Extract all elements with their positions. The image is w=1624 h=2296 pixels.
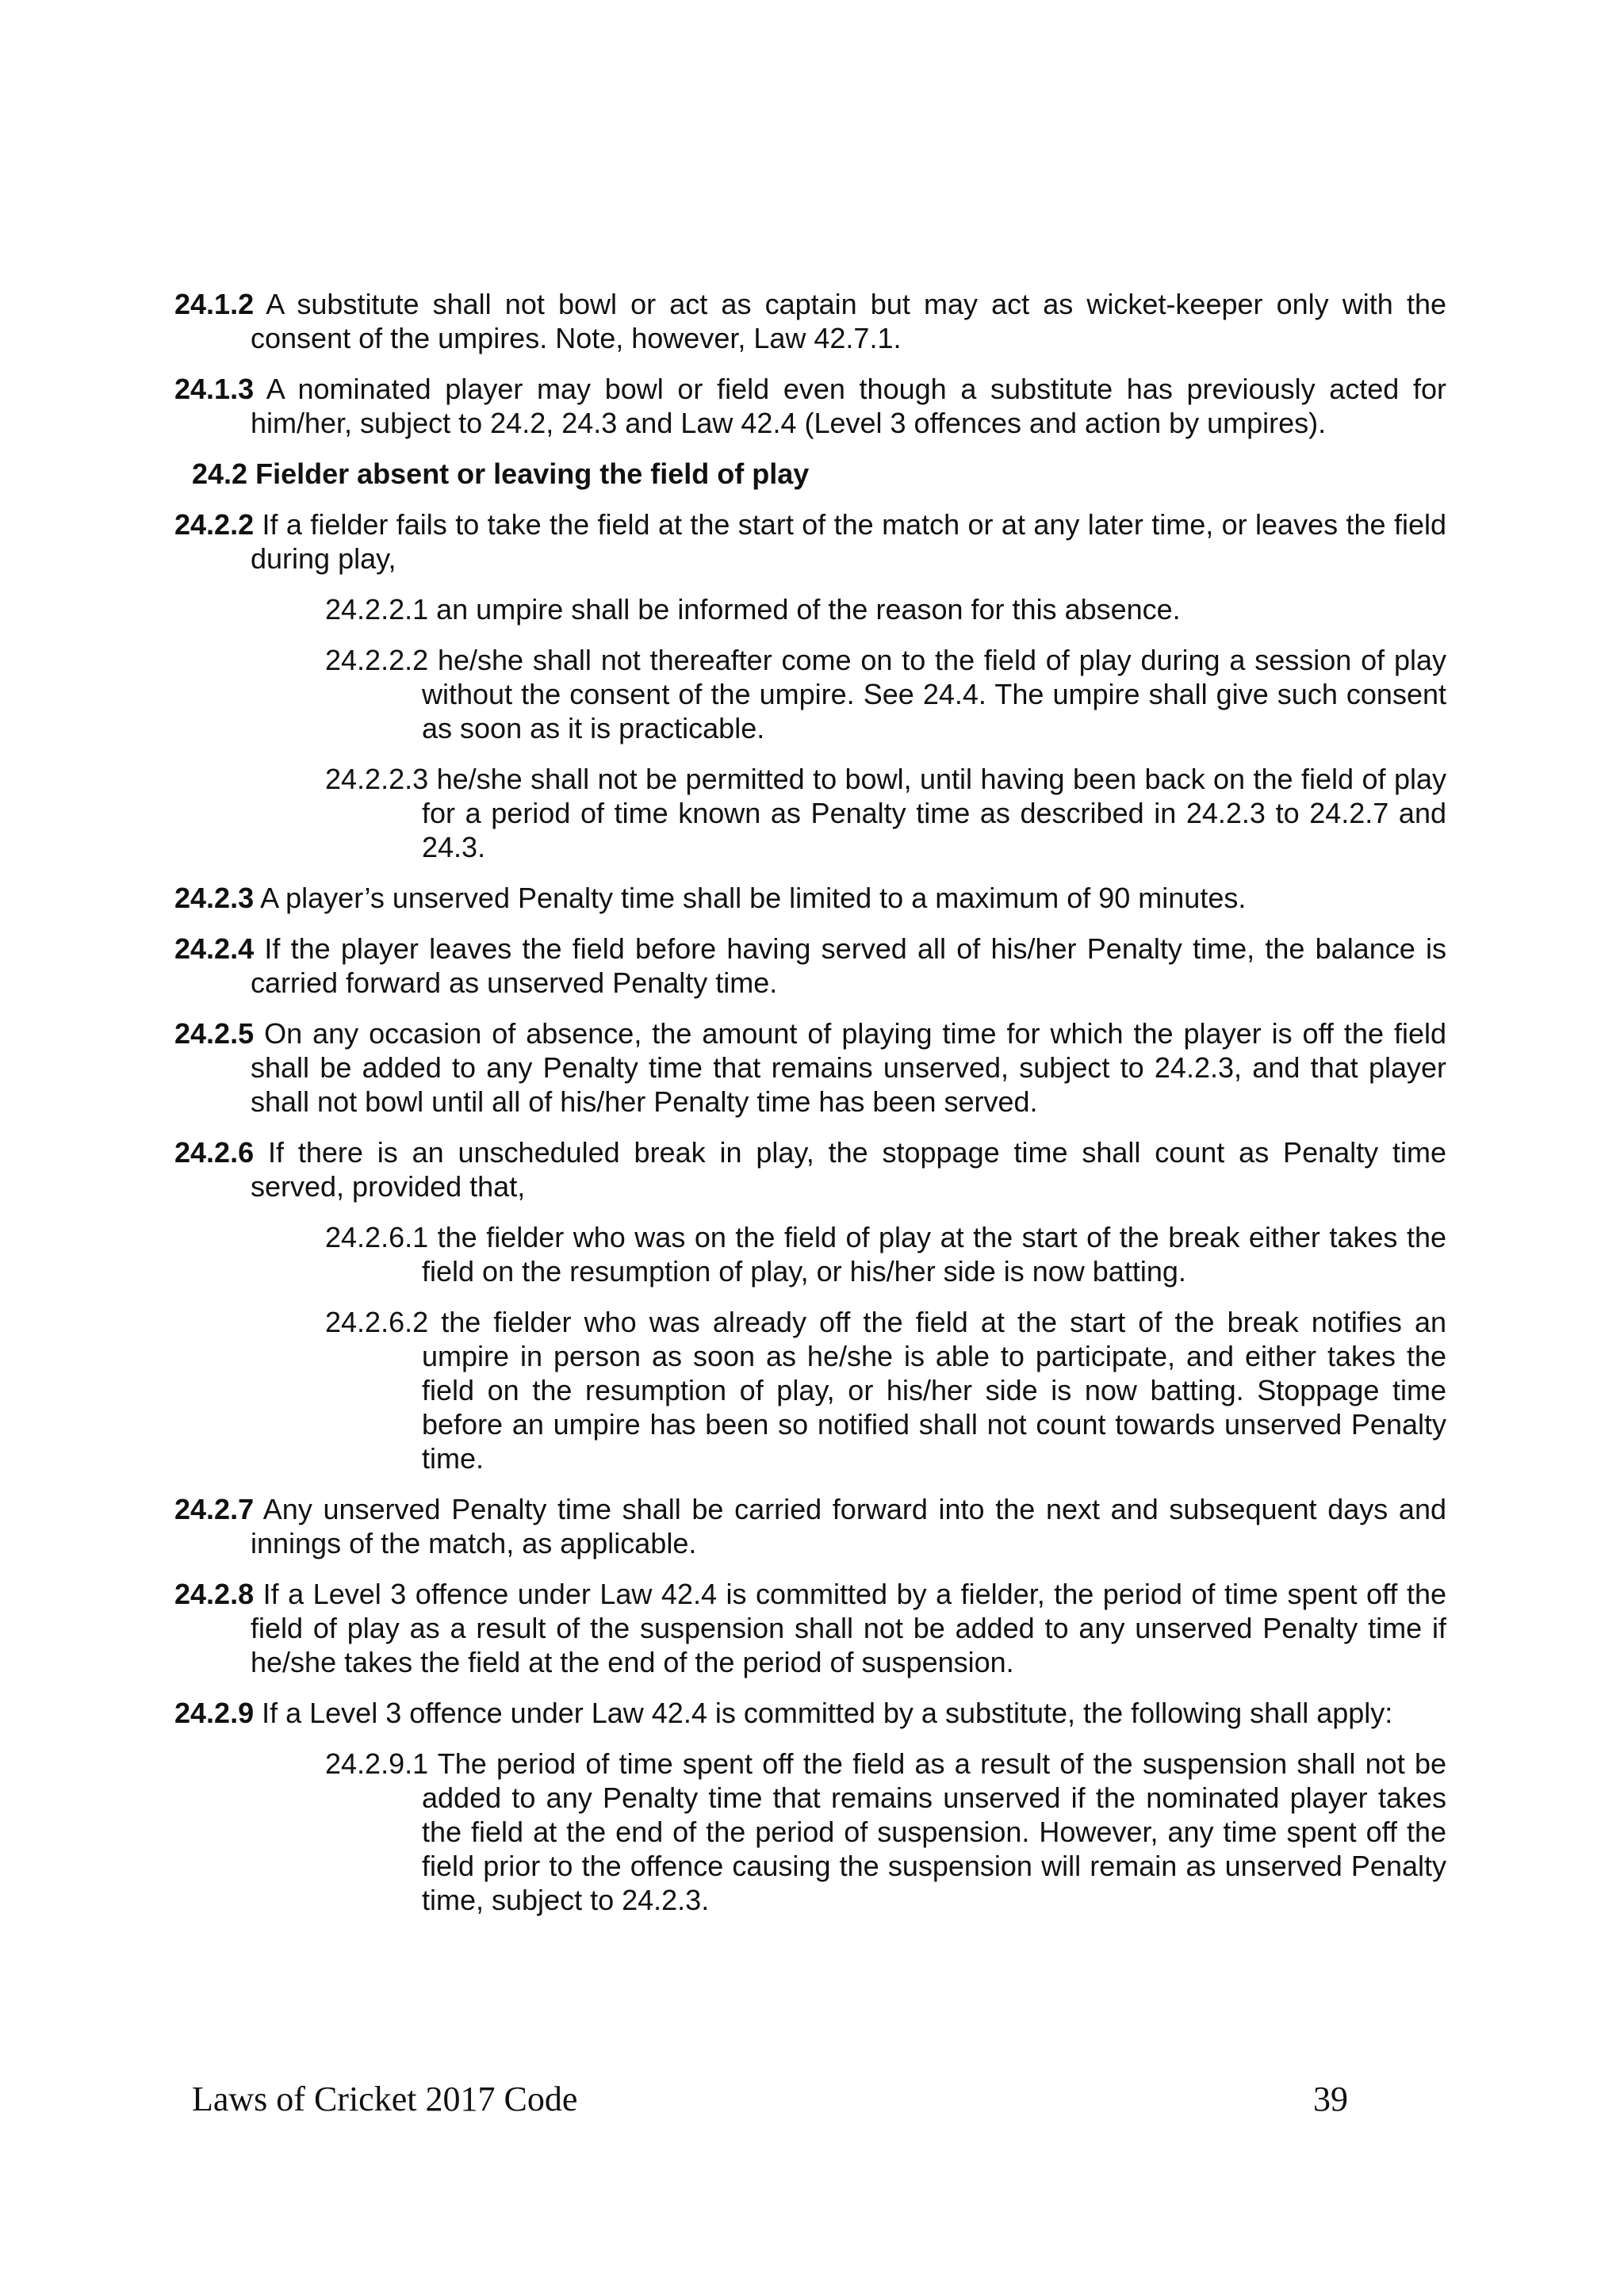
clause-text: the fielder who was already off the field at the start of the break notifies an umpire in person as soon as he/she is able to participate, and either takes the field on the resumption of play, or his/her side is now batting. Stoppage time before an umpire has been so notified shall not count towards unserved Penalty time. [422,1306,1446,1475]
law-clause [325,643,1446,745]
clause-text: A player’s unserved Penalty time shall be limited to a maximum of 90 minutes. [260,882,1247,914]
clause-text: he/she shall not be permitted to bowl, until having been back on the field of play for a period of time known as Penalty time as described in 24.2.3 to 24.2.7 and 24.3. [422,763,1446,863]
clause-text: the fielder who was on the field of play at the start of the break either takes the field on the resumption of play, or his/her side is now batting. [422,1221,1446,1288]
clause-number: 24.2.6.2 [325,1306,429,1338]
clause-number: 24.2.9.1 [325,1747,429,1780]
clause-number: 24.2.8 [174,1578,255,1610]
section-title: Fielder absent or leaving the field of play [255,457,810,490]
clause-number: 24.1.3 [174,373,255,405]
law-clause [174,372,1447,440]
law-clause [174,881,1446,915]
clause-text: an umpire shall be informed of the reason for this absence. [436,593,1181,626]
clause-number: 24.1.2 [174,288,255,320]
law-clause [325,1220,1446,1288]
clause-text: If the player leaves the field before having served all of his/her Penalty time, the balance is carried forward as unserved Penalty time. [251,932,1446,999]
clause-text: he/she shall not thereafter come on to the field of play during a session of play without the consent of the umpire. See 24.4. The umpire shall give such consent as soon as it is practicable. [422,644,1446,744]
section-heading [192,457,1624,491]
law-clause [325,762,1446,864]
clause-number: 24.2.6.1 [325,1221,429,1253]
section-number: 24.2 [192,457,248,490]
clause-text: If a Level 3 offence under Law 42.4 is committed by a fielder, the period of time spent off the field of play as a result of the suspension shall not be added to any unserved Penalty time if he/she takes the field at the end of the period of suspension. [251,1578,1446,1678]
clause-text: If there is an unscheduled break in play, the stoppage time shall count as Penalty time served, provided that, [251,1136,1446,1203]
law-clause [325,592,1446,626]
clause-number: 24.2.6 [174,1136,255,1169]
clause-number: 24.2.2.3 [325,763,429,795]
clause-text: Any unserved Penalty time shall be carried forward into the next and subsequent days and innings of the match, as applicable. [251,1493,1446,1559]
clause-number: 24.2.9 [174,1697,255,1729]
clause-text: If a fielder fails to take the field at the start of the match or at any later time, or leaves the field during play, [251,508,1446,575]
clause-number: 24.2.2 [174,508,255,541]
clause-number: 24.2.2.2 [325,644,429,676]
clause-number: 24.2.5 [174,1017,255,1050]
law-clause [174,1696,1446,1730]
clause-number: 24.2.3 [174,882,255,914]
clause-text: A substitute shall not bowl or act as captain but may act as wicket-keeper only with the consent of the umpires. Note, however, Law 42.7.1. [251,288,1447,354]
page-number: 39 [1313,2080,1348,2118]
law-clause [325,1747,1447,1917]
law-clause [174,507,1446,576]
clause-text: On any occasion of absence, the amount of playing time for which the player is off the field shall be added to any Penalty time that remains unserved, subject to 24.2.3, and that player shall not bowl until all of his/her Penalty time has been served. [251,1017,1446,1118]
law-clause [325,1305,1446,1475]
law-clause [174,1577,1446,1679]
clause-text: If a Level 3 offence under Law 42.4 is committed by a substitute, the following shall apply: [262,1697,1393,1729]
clause-text: The period of time spent off the field as a result of the suspension shall not be added to any Penalty time that remains unserved if the nominated player takes the field at the end of the period of suspension. However, any time spent off the field prior to the offence causing the suspension will remain as unserved Penalty time, subject to 24.2.3. [422,1747,1447,1916]
law-clause [174,287,1447,355]
clause-number: 24.2.7 [174,1493,255,1525]
law-clause [174,932,1446,1000]
clause-text: A nominated player may bowl or field even though a substitute has previously acted for him/her, subject to 24.2, 24.3 and Law 42.4 (Level 3 offences and action by umpires). [251,373,1447,439]
law-clause [174,1135,1446,1203]
law-clause [174,1492,1446,1560]
law-clause [174,1016,1446,1119]
document-body [0,287,1624,1934]
clause-number: 24.2.4 [174,932,255,965]
clause-number: 24.2.2.1 [325,593,429,626]
footer-title: Laws of Cricket 2017 Code [192,2080,578,2118]
